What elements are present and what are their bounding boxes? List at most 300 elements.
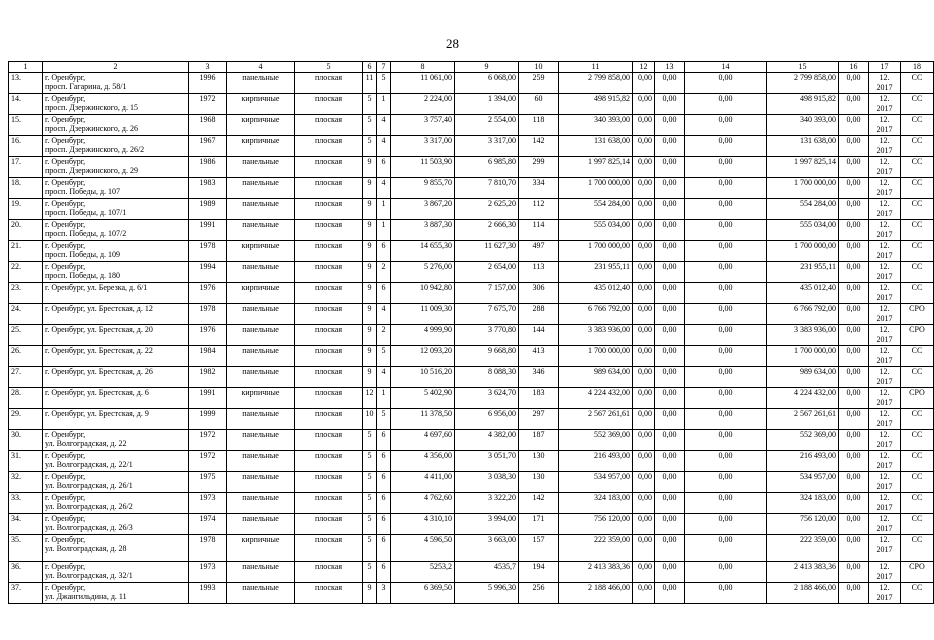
total-area-cell: 4 999,90 [391, 325, 455, 346]
col16-cell: 0,00 [839, 562, 869, 583]
period-line: 12. [879, 94, 890, 103]
living-area-cell: 4535,7 [455, 562, 519, 583]
living-area-cell: 6 068,00 [455, 73, 519, 94]
col13-cell: 0,00 [655, 178, 685, 199]
col12-cell: 0,00 [633, 178, 655, 199]
col15-cell: 1 700 000,00 [767, 241, 839, 262]
row-number: 35. [9, 535, 43, 562]
entrances-cell: 6 [377, 430, 391, 451]
year-cell: 1972 [189, 451, 227, 472]
living-area-cell: 2 625,20 [455, 199, 519, 220]
wall-material-cell: панельные [227, 325, 295, 346]
living-area-cell: 4 382,00 [455, 430, 519, 451]
entrances-cell: 5 [377, 409, 391, 430]
col15-cell: 340 393,00 [767, 115, 839, 136]
living-area-cell: 3 663,00 [455, 535, 519, 562]
method-cell: СРО [901, 562, 934, 583]
col16-cell: 0,00 [839, 262, 869, 283]
col15-cell: 6 766 792,00 [767, 304, 839, 325]
address-line: г. Оренбург, ул. Брестская, д. 6 [45, 388, 149, 397]
row-number: 17. [9, 157, 43, 178]
wall-material-cell: панельные [227, 562, 295, 583]
col15-cell: 222 359,00 [767, 535, 839, 562]
row-number: 27. [9, 367, 43, 388]
address-cell [43, 346, 189, 367]
year-cell: 1973 [189, 493, 227, 514]
address-line: г. Оренбург, [45, 472, 86, 481]
residents-cell: 130 [519, 472, 559, 493]
address-cell [43, 73, 189, 94]
cost-cell: 1 700 000,00 [559, 241, 633, 262]
year-cell: 1993 [189, 583, 227, 604]
col12-cell: 0,00 [633, 262, 655, 283]
period-line: 2017 [876, 104, 893, 113]
period-line: 2017 [876, 545, 893, 554]
address-line: просп. Победы, д. 107 [45, 187, 121, 196]
col14-cell: 0,00 [685, 115, 767, 136]
period-line: 12. [879, 430, 890, 439]
living-area-cell: 2 554,00 [455, 115, 519, 136]
col15-cell: 534 957,00 [767, 472, 839, 493]
entrances-cell: 6 [377, 514, 391, 535]
col13-cell: 0,00 [655, 514, 685, 535]
residents-cell: 171 [519, 514, 559, 535]
entrances-cell: 6 [377, 241, 391, 262]
period-line: 2017 [876, 230, 893, 239]
living-area-cell: 3 051,70 [455, 451, 519, 472]
col13-cell: 0,00 [655, 346, 685, 367]
cost-cell: 4 224 432,00 [559, 388, 633, 409]
roof-type-cell: плоская [295, 241, 363, 262]
method-cell: СС [901, 451, 934, 472]
total-area-cell: 3 867,20 [391, 199, 455, 220]
address-cell [43, 241, 189, 262]
residents-cell: 142 [519, 493, 559, 514]
address-line: ул. Волгоградская, д. 26/3 [45, 523, 133, 532]
method-cell: СС [901, 493, 934, 514]
entrances-cell: 6 [377, 472, 391, 493]
period-cell [869, 94, 901, 115]
address-line: просп. Победы, д. 180 [45, 271, 121, 280]
col15-cell: 756 120,00 [767, 514, 839, 535]
floors-cell: 5 [363, 430, 377, 451]
method-cell: СС [901, 262, 934, 283]
cost-cell: 2 188 466,00 [559, 583, 633, 604]
method-cell: СС [901, 73, 934, 94]
address-line: ул. Волгоградская, д. 22 [45, 439, 127, 448]
period-line: 2017 [876, 146, 893, 155]
living-area-cell: 7 810,70 [455, 178, 519, 199]
col13-cell: 0,00 [655, 472, 685, 493]
address-line: г. Оренбург, [45, 73, 86, 82]
living-area-cell: 11 627,30 [455, 241, 519, 262]
table-row [9, 73, 934, 94]
col14-cell: 0,00 [685, 535, 767, 562]
period-line: 2017 [876, 167, 893, 176]
total-area-cell: 11 061,00 [391, 73, 455, 94]
col12-cell: 0,00 [633, 115, 655, 136]
floors-cell: 9 [363, 325, 377, 346]
year-cell: 1991 [189, 388, 227, 409]
col15-cell: 435 012,40 [767, 283, 839, 304]
column-header: 10 [519, 62, 559, 73]
wall-material-cell: кирпичные [227, 94, 295, 115]
entrances-cell: 4 [377, 367, 391, 388]
cost-cell: 2 799 858,00 [559, 73, 633, 94]
row-number: 26. [9, 346, 43, 367]
period-line: 2017 [876, 419, 893, 428]
address-line: просп. Дзержинского, д. 29 [45, 166, 138, 175]
wall-material-cell: панельные [227, 73, 295, 94]
period-cell [869, 472, 901, 493]
roof-type-cell: плоская [295, 115, 363, 136]
address-cell [43, 409, 189, 430]
year-cell: 1976 [189, 283, 227, 304]
residents-cell: 256 [519, 583, 559, 604]
period-cell [869, 430, 901, 451]
period-line: 2017 [876, 524, 893, 533]
cost-cell: 2 567 261,61 [559, 409, 633, 430]
roof-type-cell: плоская [295, 409, 363, 430]
col16-cell: 0,00 [839, 304, 869, 325]
col13-cell: 0,00 [655, 562, 685, 583]
entrances-cell: 6 [377, 283, 391, 304]
year-cell: 1978 [189, 535, 227, 562]
wall-material-cell: панельные [227, 262, 295, 283]
total-area-cell: 5 276,00 [391, 262, 455, 283]
table-row [9, 346, 934, 367]
col13-cell: 0,00 [655, 73, 685, 94]
floors-cell: 5 [363, 472, 377, 493]
period-line: 12. [879, 493, 890, 502]
period-line: 12. [879, 367, 890, 376]
address-line: г. Оренбург, ул. Брестская, д. 22 [45, 346, 153, 355]
floors-cell: 9 [363, 583, 377, 604]
col16-cell: 0,00 [839, 472, 869, 493]
living-area-cell: 3 317,00 [455, 136, 519, 157]
roof-type-cell: плоская [295, 472, 363, 493]
column-header: 17 [869, 62, 901, 73]
total-area-cell: 5 402,90 [391, 388, 455, 409]
col13-cell: 0,00 [655, 535, 685, 562]
table-row [9, 493, 934, 514]
residents-cell: 113 [519, 262, 559, 283]
col13-cell: 0,00 [655, 220, 685, 241]
col15-cell: 2 567 261,61 [767, 409, 839, 430]
col12-cell: 0,00 [633, 241, 655, 262]
cost-cell: 222 359,00 [559, 535, 633, 562]
col16-cell: 0,00 [839, 220, 869, 241]
col12-cell: 0,00 [633, 535, 655, 562]
col15-cell: 131 638,00 [767, 136, 839, 157]
roof-type-cell: плоская [295, 535, 363, 562]
roof-type-cell: плоская [295, 94, 363, 115]
address-line: г. Оренбург, [45, 178, 86, 187]
floors-cell: 9 [363, 199, 377, 220]
residents-cell: 334 [519, 178, 559, 199]
row-number: 37. [9, 583, 43, 604]
address-cell [43, 220, 189, 241]
wall-material-cell: панельные [227, 367, 295, 388]
wall-material-cell: кирпичные [227, 136, 295, 157]
roof-type-cell: плоская [295, 325, 363, 346]
col16-cell: 0,00 [839, 514, 869, 535]
residents-cell: 130 [519, 451, 559, 472]
col13-cell: 0,00 [655, 493, 685, 514]
address-line: просп. Дзержинского, д. 26 [45, 124, 138, 133]
address-line: г. Оренбург, [45, 493, 86, 502]
row-number: 31. [9, 451, 43, 472]
address-line: просп. Дзержинского, д. 26/2 [45, 145, 145, 154]
year-cell: 1999 [189, 409, 227, 430]
period-cell [869, 367, 901, 388]
residents-cell: 346 [519, 367, 559, 388]
address-line: просп. Победы, д. 107/2 [45, 229, 127, 238]
year-cell: 1967 [189, 136, 227, 157]
col13-cell: 0,00 [655, 136, 685, 157]
col12-cell: 0,00 [633, 325, 655, 346]
wall-material-cell: панельные [227, 199, 295, 220]
col14-cell: 0,00 [685, 220, 767, 241]
row-number: 13. [9, 73, 43, 94]
row-number: 16. [9, 136, 43, 157]
entrances-cell: 4 [377, 115, 391, 136]
method-cell: СС [901, 241, 934, 262]
floors-cell: 5 [363, 115, 377, 136]
col14-cell: 0,00 [685, 304, 767, 325]
row-number: 19. [9, 199, 43, 220]
period-cell [869, 304, 901, 325]
period-cell [869, 535, 901, 562]
col12-cell: 0,00 [633, 157, 655, 178]
address-line: ул. Волгоградская, д. 28 [45, 544, 127, 553]
table-row [9, 409, 934, 430]
wall-material-cell: панельные [227, 514, 295, 535]
entrances-cell: 4 [377, 304, 391, 325]
floors-cell: 5 [363, 94, 377, 115]
col14-cell: 0,00 [685, 136, 767, 157]
row-number: 21. [9, 241, 43, 262]
total-area-cell: 11 378,50 [391, 409, 455, 430]
residents-cell: 112 [519, 199, 559, 220]
col15-cell: 4 224 432,00 [767, 388, 839, 409]
address-cell [43, 94, 189, 115]
living-area-cell: 7 157,00 [455, 283, 519, 304]
col16-cell: 0,00 [839, 493, 869, 514]
roof-type-cell: плоская [295, 73, 363, 94]
address-cell [43, 115, 189, 136]
col13-cell: 0,00 [655, 241, 685, 262]
row-number: 14. [9, 94, 43, 115]
col13-cell: 0,00 [655, 262, 685, 283]
roof-type-cell: плоская [295, 220, 363, 241]
floors-cell: 12 [363, 388, 377, 409]
col14-cell: 0,00 [685, 430, 767, 451]
wall-material-cell: панельные [227, 583, 295, 604]
residents-cell: 299 [519, 157, 559, 178]
entrances-cell: 6 [377, 157, 391, 178]
period-line: 2017 [876, 503, 893, 512]
col12-cell: 0,00 [633, 346, 655, 367]
address-line: ул. Волгоградская, д. 32/1 [45, 571, 133, 580]
cost-cell: 555 034,00 [559, 220, 633, 241]
col16-cell: 0,00 [839, 583, 869, 604]
address-cell [43, 430, 189, 451]
year-cell: 1984 [189, 346, 227, 367]
method-cell: СС [901, 157, 934, 178]
row-number: 15. [9, 115, 43, 136]
living-area-cell: 2 666,30 [455, 220, 519, 241]
col14-cell: 0,00 [685, 283, 767, 304]
table-row [9, 220, 934, 241]
col15-cell: 2 413 383,36 [767, 562, 839, 583]
cost-cell: 324 183,00 [559, 493, 633, 514]
floors-cell: 9 [363, 220, 377, 241]
total-area-cell: 5253,2 [391, 562, 455, 583]
period-line: 2017 [876, 188, 893, 197]
cost-cell: 989 634,00 [559, 367, 633, 388]
address-line: г. Оренбург, [45, 535, 86, 544]
col12-cell: 0,00 [633, 220, 655, 241]
col14-cell: 0,00 [685, 199, 767, 220]
address-line: г. Оренбург, [45, 241, 86, 250]
table-row [9, 367, 934, 388]
entrances-cell: 4 [377, 136, 391, 157]
period-line: 12. [879, 325, 890, 334]
cost-cell: 435 012,40 [559, 283, 633, 304]
col16-cell: 0,00 [839, 136, 869, 157]
wall-material-cell: панельные [227, 157, 295, 178]
total-area-cell: 2 224,00 [391, 94, 455, 115]
col12-cell: 0,00 [633, 283, 655, 304]
address-line: г. Оренбург, [45, 199, 86, 208]
entrances-cell: 6 [377, 562, 391, 583]
entrances-cell: 1 [377, 388, 391, 409]
year-cell: 1973 [189, 562, 227, 583]
year-cell: 1991 [189, 220, 227, 241]
address-line: ул. Джангильдина, д. 11 [45, 592, 127, 601]
total-area-cell: 3 757,40 [391, 115, 455, 136]
period-line: 12. [879, 388, 890, 397]
total-area-cell: 4 411,00 [391, 472, 455, 493]
col12-cell: 0,00 [633, 430, 655, 451]
residents-cell: 157 [519, 535, 559, 562]
address-cell [43, 562, 189, 583]
address-line: ул. Волгоградская, д. 26/1 [45, 481, 133, 490]
floors-cell: 11 [363, 73, 377, 94]
period-line: 2017 [876, 272, 893, 281]
residents-cell: 60 [519, 94, 559, 115]
col14-cell: 0,00 [685, 472, 767, 493]
col16-cell: 0,00 [839, 325, 869, 346]
col16-cell: 0,00 [839, 73, 869, 94]
period-line: 12. [879, 409, 890, 418]
period-line: 2017 [876, 83, 893, 92]
table-row [9, 451, 934, 472]
period-cell [869, 199, 901, 220]
floors-cell: 9 [363, 346, 377, 367]
col14-cell: 0,00 [685, 514, 767, 535]
col12-cell: 0,00 [633, 472, 655, 493]
period-line: 2017 [876, 398, 893, 407]
row-number: 33. [9, 493, 43, 514]
living-area-cell: 1 394,00 [455, 94, 519, 115]
roof-type-cell: плоская [295, 346, 363, 367]
period-line: 2017 [876, 593, 893, 602]
roof-type-cell: плоская [295, 430, 363, 451]
period-line: 2017 [876, 377, 893, 386]
cost-cell: 6 766 792,00 [559, 304, 633, 325]
roof-type-cell: плоская [295, 136, 363, 157]
wall-material-cell: панельные [227, 220, 295, 241]
year-cell: 1975 [189, 472, 227, 493]
col12-cell: 0,00 [633, 514, 655, 535]
year-cell: 1986 [189, 157, 227, 178]
address-cell [43, 136, 189, 157]
year-cell: 1972 [189, 430, 227, 451]
roof-type-cell: плоская [295, 262, 363, 283]
total-area-cell: 6 369,50 [391, 583, 455, 604]
living-area-cell: 3 038,30 [455, 472, 519, 493]
method-cell: СС [901, 115, 934, 136]
period-cell [869, 562, 901, 583]
col12-cell: 0,00 [633, 73, 655, 94]
wall-material-cell: панельные [227, 493, 295, 514]
residents-cell: 114 [519, 220, 559, 241]
col15-cell: 216 493,00 [767, 451, 839, 472]
residents-cell: 497 [519, 241, 559, 262]
period-line: 12. [879, 583, 890, 592]
living-area-cell: 6 956,00 [455, 409, 519, 430]
method-cell: СС [901, 220, 934, 241]
col12-cell: 0,00 [633, 388, 655, 409]
column-header: 9 [455, 62, 519, 73]
residents-cell: 297 [519, 409, 559, 430]
total-area-cell: 4 596,50 [391, 535, 455, 562]
address-line: г. Оренбург, [45, 220, 86, 229]
row-number: 23. [9, 283, 43, 304]
method-cell: СС [901, 136, 934, 157]
col14-cell: 0,00 [685, 346, 767, 367]
entrances-cell: 1 [377, 220, 391, 241]
floors-cell: 10 [363, 409, 377, 430]
table-row [9, 430, 934, 451]
wall-material-cell: панельные [227, 451, 295, 472]
address-line: г. Оренбург, [45, 430, 86, 439]
col13-cell: 0,00 [655, 388, 685, 409]
table-row [9, 199, 934, 220]
col14-cell: 0,00 [685, 409, 767, 430]
method-cell: СС [901, 346, 934, 367]
period-line: 2017 [876, 572, 893, 581]
cost-cell: 231 955,11 [559, 262, 633, 283]
table-row [9, 325, 934, 346]
address-cell [43, 262, 189, 283]
address-line: г. Оренбург, ул. Березка, д. 6/1 [45, 283, 148, 292]
method-cell: СС [901, 94, 934, 115]
table-row [9, 562, 934, 583]
roof-type-cell: плоская [295, 283, 363, 304]
column-header: 8 [391, 62, 455, 73]
table-row [9, 283, 934, 304]
col15-cell: 2 799 858,00 [767, 73, 839, 94]
column-header: 15 [767, 62, 839, 73]
living-area-cell: 3 322,20 [455, 493, 519, 514]
col15-cell: 2 188 466,00 [767, 583, 839, 604]
period-cell [869, 262, 901, 283]
period-cell [869, 220, 901, 241]
col14-cell: 0,00 [685, 157, 767, 178]
